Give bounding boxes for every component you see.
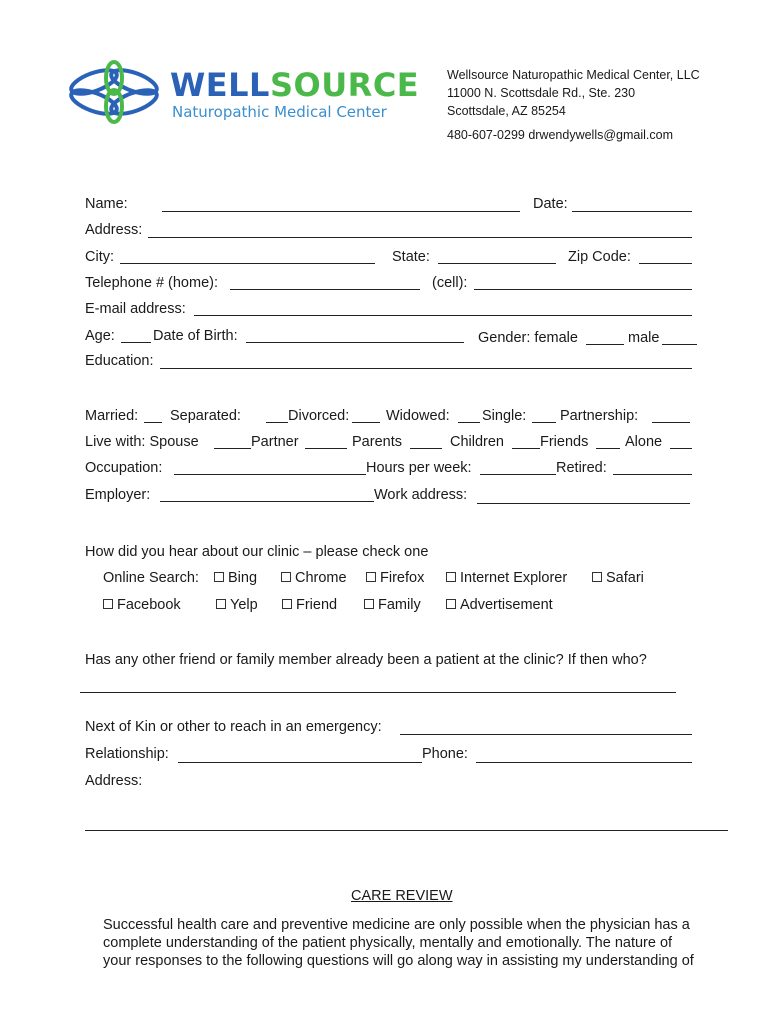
- checkbox-icon[interactable]: [446, 599, 456, 609]
- option-chrome[interactable]: [281, 570, 347, 586]
- address-label: Address:: [85, 222, 143, 238]
- checkbox-icon[interactable]: [214, 572, 224, 582]
- email-field[interactable]: [194, 315, 692, 316]
- date-field[interactable]: [572, 211, 692, 212]
- option-facebook[interactable]: [103, 597, 181, 613]
- age-label: Age:: [85, 328, 115, 344]
- clinic-address: [447, 66, 700, 144]
- parents-label: Parents: [352, 434, 402, 450]
- name-label: Name:: [85, 196, 128, 212]
- option-firefox-label: Firefox: [380, 570, 425, 586]
- partner-label: Partner: [251, 434, 299, 450]
- logo-word-well: WELL: [170, 66, 270, 104]
- option-firefox[interactable]: [366, 570, 424, 586]
- spouse-field[interactable]: [214, 448, 251, 449]
- checkbox-icon[interactable]: [366, 572, 376, 582]
- widowed-label: Widowed:: [386, 408, 450, 424]
- divorced-field[interactable]: [352, 422, 380, 423]
- relationship-field[interactable]: [178, 762, 422, 763]
- retired-field[interactable]: [613, 474, 692, 475]
- option-facebook-label: Facebook: [117, 597, 181, 613]
- emergency-address-label: Address:: [85, 773, 143, 789]
- clinic-contact: 480-607-0299 drwendywells@gmail.com: [447, 128, 673, 142]
- address-line-1: Wellsource Naturopathic Medical Center, LLC: [447, 68, 700, 82]
- logo-wordmark: [170, 66, 419, 104]
- care-review-title: CARE REVIEW: [351, 888, 453, 904]
- emergency-address-field[interactable]: [85, 830, 728, 831]
- occupation-field[interactable]: [174, 474, 366, 475]
- option-yelp[interactable]: [216, 597, 258, 613]
- checkbox-icon[interactable]: [364, 599, 374, 609]
- gender-male-field[interactable]: [662, 344, 697, 345]
- option-bing-label: Bing: [228, 570, 258, 586]
- dob-label: Date of Birth:: [153, 328, 238, 344]
- option-bing[interactable]: [214, 570, 257, 586]
- option-friend-label: Friend: [296, 597, 338, 613]
- referral-question: How did you hear about our clinic – please check one: [85, 544, 429, 560]
- single-field[interactable]: [532, 422, 556, 423]
- hours-per-week-label: Hours per week:: [366, 460, 472, 476]
- occupation-label: Occupation:: [85, 460, 163, 476]
- gender-female-field[interactable]: [586, 344, 624, 345]
- gender-male-label: male: [628, 330, 660, 346]
- checkbox-icon[interactable]: [446, 572, 456, 582]
- education-field[interactable]: [160, 368, 692, 369]
- cell-label: (cell):: [432, 275, 468, 291]
- care-review-line-3: your responses to the following questions will go along way in assisting my understanding of: [103, 953, 694, 969]
- children-field[interactable]: [512, 448, 540, 449]
- married-field[interactable]: [144, 422, 162, 423]
- separated-field[interactable]: [266, 422, 288, 423]
- phone-label: Phone:: [422, 746, 468, 762]
- live-with-spouse-label: Live with: Spouse: [85, 434, 199, 450]
- relationship-label: Relationship:: [85, 746, 169, 762]
- address-line-3: Scottsdale, AZ 85254: [447, 104, 566, 118]
- care-review-line-2: complete understanding of the patient physically, mentally and emotionally. The nature of: [103, 935, 673, 951]
- telephone-home-label: Telephone # (home):: [85, 275, 218, 291]
- partnership-field[interactable]: [652, 422, 690, 423]
- online-search-label: Online Search:: [103, 570, 199, 586]
- care-review-line-1: Successful health care and preventive medicine are only possible when the physician has a: [103, 917, 690, 933]
- city-field[interactable]: [120, 263, 375, 264]
- next-of-kin-label: Next of Kin or other to reach in an emergency:: [85, 719, 382, 735]
- separated-label: Separated:: [170, 408, 241, 424]
- gender-female-label: Gender: female: [478, 330, 578, 346]
- widowed-field[interactable]: [458, 422, 480, 423]
- option-chrome-label: Chrome: [295, 570, 347, 586]
- logo-word-source: SOURCE: [269, 66, 420, 104]
- option-safari[interactable]: [592, 570, 644, 586]
- name-field[interactable]: [162, 211, 520, 212]
- cell-field[interactable]: [474, 289, 692, 290]
- option-yelp-label: Yelp: [230, 597, 258, 613]
- city-label: City:: [85, 249, 114, 265]
- parents-field[interactable]: [410, 448, 442, 449]
- option-internet-explorer[interactable]: [446, 570, 567, 586]
- logo-tagline: Naturopathic Medical Center: [172, 103, 387, 121]
- dob-field[interactable]: [246, 342, 464, 343]
- phone-field[interactable]: [476, 762, 692, 763]
- friends-label: Friends: [540, 434, 589, 450]
- married-label: Married:: [85, 408, 139, 424]
- checkbox-icon[interactable]: [282, 599, 292, 609]
- option-safari-label: Safari: [606, 570, 644, 586]
- work-address-label: Work address:: [374, 487, 468, 503]
- single-label: Single:: [482, 408, 527, 424]
- address-line-2: 11000 N. Scottsdale Rd., Ste. 230: [447, 86, 636, 100]
- next-of-kin-field[interactable]: [400, 734, 692, 735]
- partnership-label: Partnership:: [560, 408, 639, 424]
- checkbox-icon[interactable]: [216, 599, 226, 609]
- checkbox-icon[interactable]: [592, 572, 602, 582]
- option-advertisement[interactable]: [446, 597, 553, 613]
- work-address-field[interactable]: [477, 503, 690, 504]
- option-family-label: Family: [378, 597, 421, 613]
- care-review-paragraph: [103, 916, 727, 970]
- option-friend[interactable]: [282, 597, 337, 613]
- alone-field[interactable]: [670, 448, 692, 449]
- state-field[interactable]: [438, 263, 556, 264]
- other-patient-field[interactable]: [80, 692, 676, 693]
- checkbox-icon[interactable]: [281, 572, 291, 582]
- partner-field[interactable]: [305, 448, 347, 449]
- age-field[interactable]: [121, 342, 151, 343]
- zip-label: Zip Code:: [568, 249, 631, 265]
- alone-label: Alone: [625, 434, 663, 450]
- option-family[interactable]: [364, 597, 421, 613]
- friends-field[interactable]: [596, 448, 620, 449]
- option-advertisement-label: Advertisement: [460, 597, 553, 613]
- checkbox-icon[interactable]: [103, 599, 113, 609]
- hours-per-week-field[interactable]: [480, 474, 556, 475]
- email-label: E-mail address:: [85, 301, 186, 317]
- zip-field[interactable]: [639, 263, 692, 264]
- other-patient-question: Has any other friend or family member already been a patient at the clinic? If then who?: [85, 652, 647, 668]
- state-label: State:: [392, 249, 430, 265]
- employer-label: Employer:: [85, 487, 151, 503]
- flower-logo-icon: [64, 60, 164, 124]
- telephone-home-field[interactable]: [230, 289, 420, 290]
- option-internet-explorer-label: Internet Explorer: [460, 570, 568, 586]
- employer-field[interactable]: [160, 501, 374, 502]
- address-field[interactable]: [148, 237, 692, 238]
- education-label: Education:: [85, 353, 154, 369]
- divorced-label: Divorced:: [288, 408, 350, 424]
- date-label: Date:: [533, 196, 568, 212]
- children-label: Children: [450, 434, 504, 450]
- retired-label: Retired:: [556, 460, 607, 476]
